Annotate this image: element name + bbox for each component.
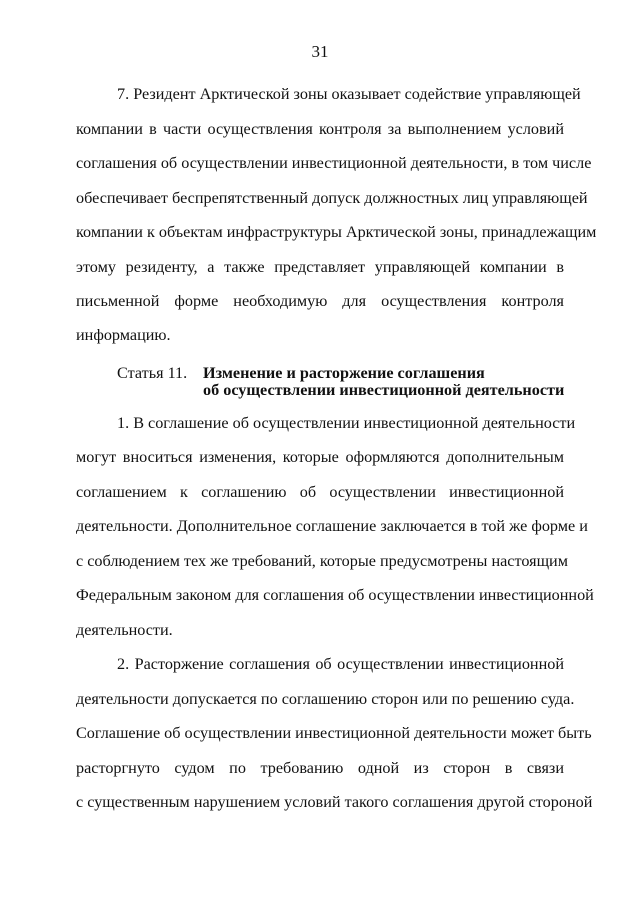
article-title-line-1: Изменение и расторжение соглашения (203, 364, 485, 382)
text-line: с соблюдением тех же требований, которые предусмотрены настоящим (76, 552, 568, 570)
text-line: компании к объектам инфраструктуры Арктической зоны, принадлежащим (76, 223, 597, 241)
text-line: 1. В соглашение об осуществлении инвестиционной деятельности (117, 414, 576, 432)
text-line: деятельности. Дополнительное соглашение заключается в той же форме и (76, 517, 588, 535)
text-line: 7. Резидент Арктической зоны оказывает содействие управляющей (117, 85, 581, 103)
text-line: письменной форме необходимую для осуществления контроля (76, 292, 564, 310)
text-line: соглашения об осуществлении инвестиционной деятельности, в том числе (76, 154, 592, 172)
text-line: этому резиденту, а также представляет управляющей компании в (76, 258, 564, 276)
text-line: Федеральным законом для соглашения об осуществлении инвестиционной (76, 586, 594, 604)
text-line: соглашением к соглашению об осуществлении инвестиционной (76, 483, 564, 501)
text-line: расторгнуто судом по требованию одной из сторон в связи (76, 759, 564, 777)
text-line: с существенным нарушением условий такого соглашения другой стороной (76, 793, 593, 811)
text-line: могут вноситься изменения, которые оформляются дополнительным (76, 448, 564, 466)
text-line: информацию. (76, 326, 171, 344)
article-title-line-2: об осуществлении инвестиционной деятельности (203, 381, 565, 399)
text-line: 2. Расторжение соглашения об осуществлении инвестиционной (117, 655, 564, 673)
text-line: обеспечивает беспрепятственный допуск должностных лиц управляющей (76, 189, 588, 207)
article-label: Статья 11. (117, 364, 188, 382)
text-line: Соглашение об осуществлении инвестиционной деятельности может быть (76, 724, 592, 742)
page-number: 31 (311, 42, 329, 61)
text-line: компании в части осуществления контроля за выполнением условий (76, 120, 564, 138)
text-line: деятельности. (76, 621, 173, 639)
text-line: деятельности допускается по соглашению сторон или по решению суда. (76, 690, 575, 708)
